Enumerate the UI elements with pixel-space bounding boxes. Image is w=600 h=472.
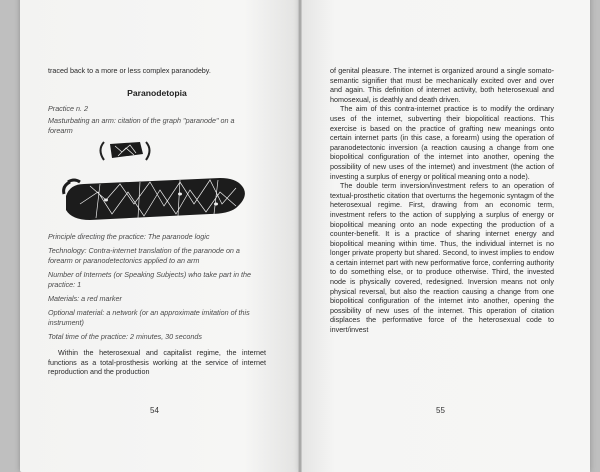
section-title: Paranodetopia: [127, 88, 187, 98]
forearm-paranode: [64, 178, 245, 220]
paranode-illustration: [60, 134, 260, 230]
small-paranode-glyph: [110, 142, 143, 158]
right-text-block: [330, 66, 554, 335]
book-gutter: [298, 0, 302, 472]
total-time-line: Total time of the practice: 2 minutes, 30 seconds: [48, 332, 202, 341]
right-paragraph-2: The aim of this contra-internet practice is to modify the ordinary uses of the internet, subverting their biopolitical reactions. This exercise is based on the practice of grafting new meanings onto certain internet parts (in this case, a forearm) using the operation of paranodetectonic inversion (a reaction causing a change from one biopolitical configuration of the internet into another, opening the possibility of new uses of the internet) and investment (the action of investing a surplus of energy or political meaning onto a node).: [330, 104, 554, 181]
left-top-line: traced back to a more or less complex paranodeby.: [48, 66, 211, 75]
right-bracket: [146, 142, 150, 160]
left-page-number: 54: [150, 406, 159, 415]
technology-line: Technology: Contra-internet translation of the paranode on a forearm or paranodetectonics applied to an arm: [48, 246, 240, 265]
left-bracket: [101, 142, 105, 160]
right-page-number: 55: [436, 406, 445, 415]
optional-material-line: Optional material: a network (or an approximate imitation of this instrument): [48, 308, 250, 327]
right-paragraph-1: of genital pleasure. The internet is organized around a single somato-semantic signifier that must be mechanically excited over and over and again. This definition of internet activity, both heterosexual and homosexual, is deathly and death driven.: [330, 66, 554, 104]
left-body-paragraph: Within the heterosexual and capitalist regime, the internet functions as a total-prosthesis working at the service of internet reproduction and the production: [48, 348, 266, 377]
materials-line: Materials: a red marker: [48, 294, 122, 303]
principle-line: Principle directing the practice: The paranode logic: [48, 232, 210, 241]
practice-caption: Masturbating an arm: citation of the graph "paranode" on a forearm: [48, 116, 235, 135]
practice-number: Practice n. 2: [48, 104, 88, 113]
right-paragraph-3: The double term inversion/investment refers to an operation of textual-prosthetic citation that overturns the hegemonic syntagm of the heterosexual regime. First, drawing from an economic term, investment refers to the action of supplying a surplus of energy or biopolitical meaning onto an node expecting the production of a counter-benefit. It is a practice of sharing internet energy and biopolitical meaning within time. Thus, the individual internet is no longer private property but shared. Second, to invest implies to endow a certain internet part with new performative force, conferring authority to do something else, or to produce otherwise. Third, the invested node is physically covered, redesigned. Inversion means not only physical reversal, but also the reaction causing a change from one biopolitical configuration of the internet into another, opening the possibility of new uses of the internet. This operation of citation displaces the performative force of the heterosexual code to invert/invest: [330, 181, 554, 335]
internets-line: Number of Internets (or Speaking Subjects) who take part in the practice: 1: [48, 270, 251, 289]
